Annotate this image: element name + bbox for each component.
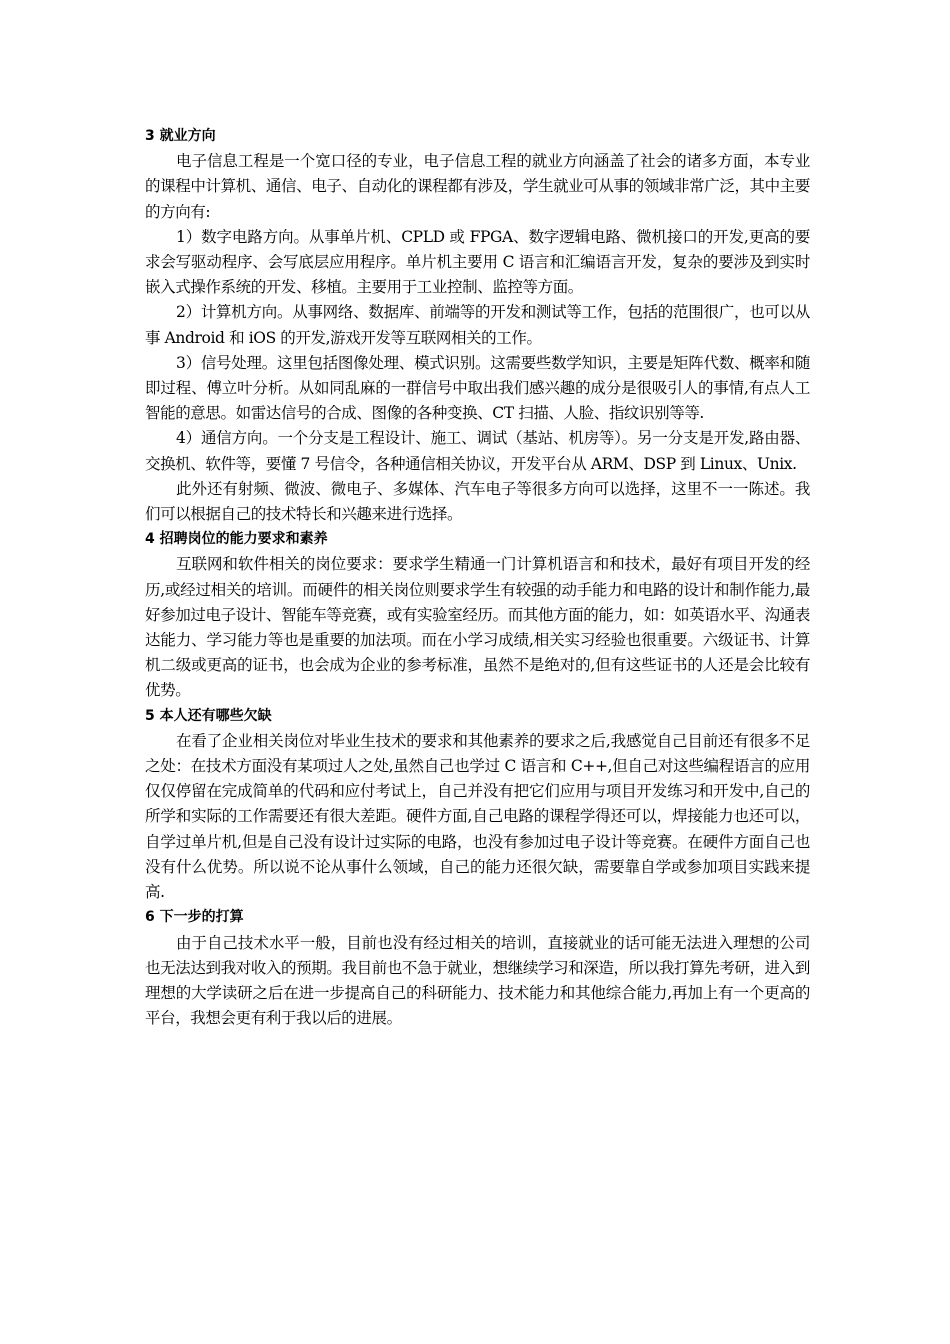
- paragraph: 3）信号处理。这里包括图像处理、模式识别。这需要些数学知识，主要是矩阵代数、概率和随即过程、傅立叶分析。从如同乱麻的一群信号中取出我们感兴趣的成分是很吸引人的事情,有点人工智能的意思。如雷达信号的合成、图像的各种变换、CT 扫描、人脸、指纹识别等等.: [145, 353, 810, 423]
- paragraph: 在看了企业相关岗位对毕业生技术的要求和其他素养的要求之后,我感觉自己目前还有很多不足之处：在技术方面没有某项过人之处,虽然自己也学过 C 语言和 C++,但自己对这些编程语言的应用仅仅停留在完成简单的代码和应付考试上，自己并没有把它们应用与项目开发练习和开发中,自己的所学和实际的工作需要还有很大差距。硬件方面,自己电路的课程学得还可以，焊接能力也还可以，自学过单片机,但是自己没有设计过实际的电路，也没有参加过电子设计等竞赛。在硬件方面自己也没有什么优势。所以说不论从事什么领域，自己的能力还很欠缺，需要靠自学或参加项目实践来提高.: [145, 731, 810, 902]
- section-job-requirements: [145, 527, 810, 703]
- section-heading: 6 下一步的打算: [145, 909, 244, 926]
- paragraph: 电子信息工程是一个宽口径的专业，电子信息工程的就业方向涵盖了社会的诸多方面，本专业的课程中计算机、通信、电子、自动化的课程都有涉及，学生就业可从事的领域非常广泛，其中主要的方向有:: [145, 152, 810, 221]
- paragraph: 2）计算机方向。从事网络、数据库、前端等的开发和测试等工作，包括的范围很广，也可以从事 Android 和 iOS 的开发,游戏开发等互联网相关的工作。: [145, 303, 810, 347]
- section-next-plan: [145, 905, 810, 1031]
- paragraph: 此外还有射频、微波、微电子、多媒体、汽车电子等很多方向可以选择，这里不一一陈述。我们可以根据自己的技术特长和兴趣来进行选择。: [145, 479, 810, 524]
- section-employment-direction: [145, 124, 810, 527]
- section-heading: 4 招聘岗位的能力要求和素养: [145, 531, 328, 548]
- paragraph: 1）数字电路方向。从事单片机、CPLD 或 FPGA、数字逻辑电路、微机接口的开发,更高的要求会写驱动程序、会写底层应用程序。单片机主要用 C 语言和汇编语言开发，复杂的要涉及到实时嵌入式操作系统的开发、移植。主要用于工业控制、监控等方面。: [145, 227, 810, 297]
- section-heading: 3 就业方向: [145, 128, 216, 144]
- section-shortcomings: [145, 704, 810, 906]
- paragraph: 4）通信方向。一个分支是工程设计、施工、调试（基站、机房等）。另一分支是开发,路由器、交换机、软件等，要懂 7 号信令，各种通信相关协议，开发平台从 ARM、DSP 到 Linux、Unix.: [145, 429, 810, 473]
- paragraph: 互联网和软件相关的岗位要求：要求学生精通一门计算机语言和和技术，最好有项目开发的经历,或经过相关的培训。而硬件的相关岗位则要求学生有较强的动手能力和电路的设计和制作能力,最好参加过电子设计、智能车等竞赛，或有实验室经历。而其他方面的能力，如：如英语水平、沟通表达能力、学习能力等也是重要的加法项。而在小学习成绩,相关实习经验也很重要。六级证书、计算机二级或更高的证书，也会成为企业的参考标准，虽然不是绝对的,但有这些证书的人还是会比较有优势。: [145, 555, 810, 700]
- document-page: [145, 124, 810, 1031]
- section-heading: 5 本人还有哪些欠缺: [145, 707, 272, 724]
- paragraph: 由于自己技术水平一般，目前也没有经过相关的培训，直接就业的话可能无法进入理想的公司也无法达到我对收入的预期。我目前也不急于就业，想继续学习和深造，所以我打算先考研，进入到理想的大学读研之后在进一步提高自己的科研能力、技术能力和其他综合能力,再加上有一个更高的平台，我想会更有利于我以后的进展。: [145, 933, 810, 1028]
